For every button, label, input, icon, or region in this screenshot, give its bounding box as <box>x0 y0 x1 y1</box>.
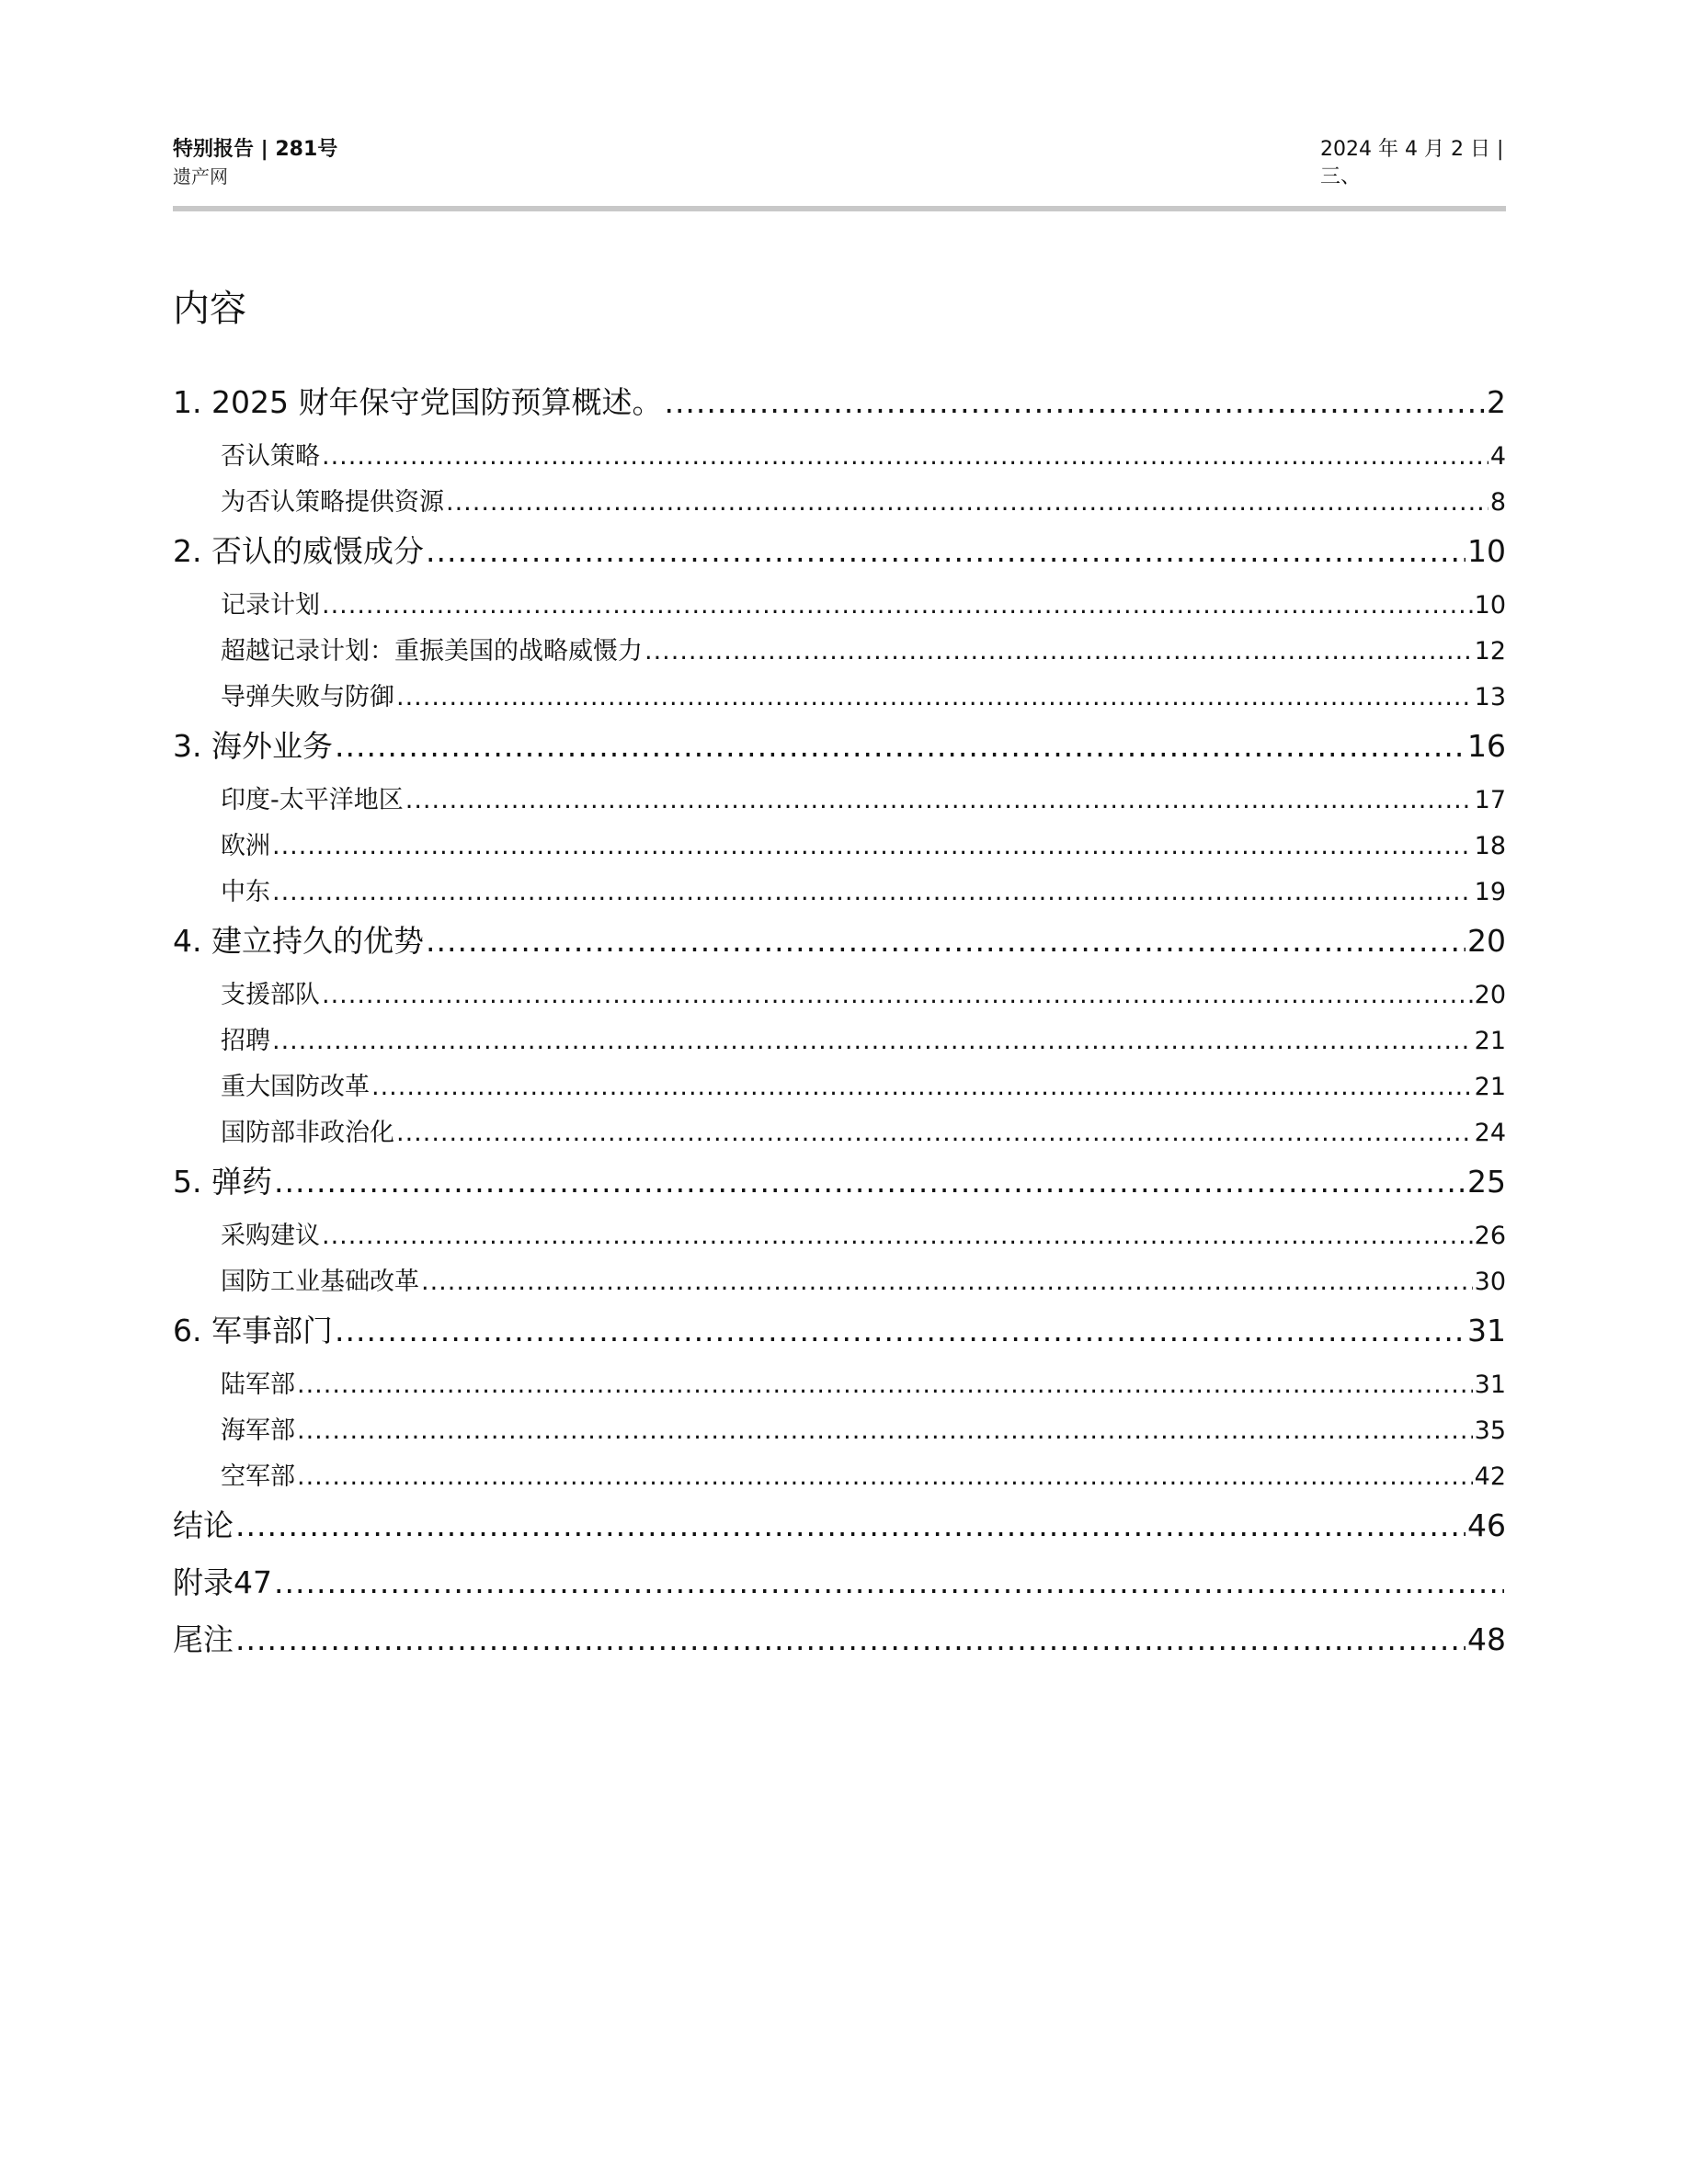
toc-entry-label: 重大国防改革 <box>221 1073 370 1101</box>
toc-dot-leader <box>297 1462 1473 1491</box>
toc-page-number: 17 <box>1474 786 1506 814</box>
toc-entry-label: 支援部队 <box>221 981 320 1009</box>
toc-entry-label: 采购建议 <box>221 1222 320 1250</box>
toc-subentry[interactable] <box>173 482 1506 528</box>
toc-subentry[interactable] <box>173 871 1506 917</box>
toc-page-number: 18 <box>1474 832 1506 860</box>
toc-subentry[interactable] <box>173 779 1506 825</box>
toc-entry[interactable] <box>173 1307 1506 1364</box>
toc-entry-label: 导弹失败与防御 <box>221 683 394 711</box>
toc-dot-leader <box>322 981 1473 1009</box>
toc-entry[interactable] <box>173 379 1506 436</box>
toc-page-number: 13 <box>1474 683 1506 711</box>
toc-entry-label: 空军部 <box>221 1462 295 1491</box>
toc-entry-label: 附录47 <box>173 1564 272 1600</box>
toc-subentry[interactable] <box>173 1410 1506 1456</box>
toc-page-number: 4 <box>1489 442 1506 471</box>
toc-dot-leader <box>396 1119 1473 1147</box>
toc-subentry[interactable] <box>173 1066 1506 1112</box>
toc-page-number: 19 <box>1474 878 1506 906</box>
organization-name: 遗产网 <box>173 165 228 188</box>
toc-entry-label: 超越记录计划：重振美国的战略威慑力 <box>221 637 643 665</box>
toc-dot-leader <box>335 728 1466 764</box>
toc-entry-label: 否认策略 <box>221 442 320 471</box>
toc-dot-leader <box>664 384 1485 420</box>
toc-entry-label: 中东 <box>221 878 270 906</box>
toc-page-number: 26 <box>1474 1222 1506 1250</box>
toc-page-number: 46 <box>1467 1507 1506 1543</box>
toc-page-number: 21 <box>1474 1027 1506 1055</box>
toc-page-number: 42 <box>1474 1462 1506 1491</box>
toc-entry-label: 陆军部 <box>221 1371 295 1399</box>
toc-page-number: 10 <box>1474 591 1506 620</box>
toc-entry-label: 6. 军事部门 <box>173 1313 333 1348</box>
toc-entry-label: 欧洲 <box>221 832 270 860</box>
toc-entry-label: 印度-太平洋地区 <box>221 786 404 814</box>
toc-subentry[interactable] <box>173 585 1506 631</box>
toc-entry-label: 国防部非政治化 <box>221 1119 394 1147</box>
toc-entry[interactable] <box>173 528 1506 585</box>
toc-page-number: 25 <box>1467 1164 1506 1200</box>
toc-page-number: 16 <box>1467 728 1506 764</box>
toc-dot-leader <box>421 1268 1473 1296</box>
toc-page-number: 31 <box>1474 1371 1506 1399</box>
toc-page-number: 20 <box>1467 923 1506 959</box>
toc-page-number: 2 <box>1487 384 1506 420</box>
toc-dot-leader <box>396 683 1473 711</box>
toc-dot-leader <box>235 1621 1466 1657</box>
toc-dot-leader <box>371 1073 1473 1101</box>
toc-subentry[interactable] <box>173 974 1506 1020</box>
toc-entry-label: 海军部 <box>221 1416 295 1445</box>
toc-page-number: 35 <box>1474 1416 1506 1445</box>
toc-page-number: 20 <box>1474 981 1506 1009</box>
toc-entry-label: 1. 2025 财年保守党国防预算概述。 <box>173 384 663 420</box>
toc-title: 内容 <box>173 288 246 330</box>
toc-dot-leader <box>297 1416 1473 1445</box>
toc-page-number: 8 <box>1489 488 1506 517</box>
toc-entry-label: 国防工业基础改革 <box>221 1268 419 1296</box>
toc-dot-leader <box>426 923 1466 959</box>
toc-entry[interactable] <box>173 917 1506 974</box>
toc-dot-leader <box>335 1313 1466 1348</box>
toc-dot-leader <box>322 1222 1473 1250</box>
toc-dot-leader <box>274 1564 1504 1600</box>
toc-dot-leader <box>272 832 1473 860</box>
toc-dot-leader <box>426 533 1466 569</box>
toc-subentry[interactable] <box>173 631 1506 677</box>
toc-dot-leader <box>272 1027 1473 1055</box>
table-of-contents <box>173 379 1506 1673</box>
toc-entry-label: 3. 海外业务 <box>173 728 333 764</box>
toc-subentry[interactable] <box>173 825 1506 871</box>
toc-dot-leader <box>297 1371 1473 1399</box>
page-header-left <box>173 136 337 189</box>
toc-subentry[interactable] <box>173 677 1506 722</box>
toc-dot-leader <box>644 637 1473 665</box>
header-divider <box>173 206 1506 211</box>
toc-entry-label: 5. 弹药 <box>173 1164 272 1200</box>
toc-entry-label: 结论 <box>173 1507 234 1543</box>
toc-dot-leader <box>446 488 1488 517</box>
toc-entry[interactable] <box>173 1616 1506 1673</box>
toc-page-number: 31 <box>1467 1313 1506 1348</box>
toc-page-number: 30 <box>1474 1268 1506 1296</box>
toc-dot-leader <box>405 786 1473 814</box>
header-date: 2024 年 4 月 2 日 |三、 <box>1320 138 1504 188</box>
toc-entry-label: 尾注 <box>173 1621 234 1657</box>
toc-dot-leader <box>274 1164 1466 1200</box>
toc-page-number: 48 <box>1467 1621 1506 1657</box>
toc-subentry[interactable] <box>173 1020 1506 1066</box>
toc-page-number: 21 <box>1474 1073 1506 1101</box>
toc-entry[interactable] <box>173 1502 1506 1559</box>
toc-dot-leader <box>322 591 1473 620</box>
toc-subentry[interactable] <box>173 1215 1506 1261</box>
toc-entry-label: 招聘 <box>221 1027 270 1055</box>
toc-dot-leader <box>235 1507 1466 1543</box>
toc-entry-label: 为否认策略提供资源 <box>221 488 444 517</box>
toc-entry-label: 记录计划 <box>221 591 320 620</box>
toc-dot-leader <box>322 442 1488 471</box>
toc-subentry[interactable] <box>173 436 1506 482</box>
toc-entry[interactable] <box>173 722 1506 779</box>
toc-subentry[interactable] <box>173 1261 1506 1307</box>
toc-entry-label: 4. 建立持久的优势 <box>173 923 424 959</box>
toc-entry[interactable] <box>173 1158 1506 1215</box>
toc-entry-label: 2. 否认的威慑成分 <box>173 533 424 569</box>
toc-page-number: 24 <box>1474 1119 1506 1147</box>
report-number: 特别报告 | 281号 <box>173 138 338 161</box>
toc-page-number: 12 <box>1474 637 1506 665</box>
toc-page-number: 10 <box>1467 533 1506 569</box>
toc-subentry[interactable] <box>173 1456 1506 1502</box>
toc-subentry[interactable] <box>173 1112 1506 1158</box>
toc-dot-leader <box>272 878 1473 906</box>
toc-entry[interactable] <box>173 1559 1506 1616</box>
toc-subentry[interactable] <box>173 1364 1506 1410</box>
